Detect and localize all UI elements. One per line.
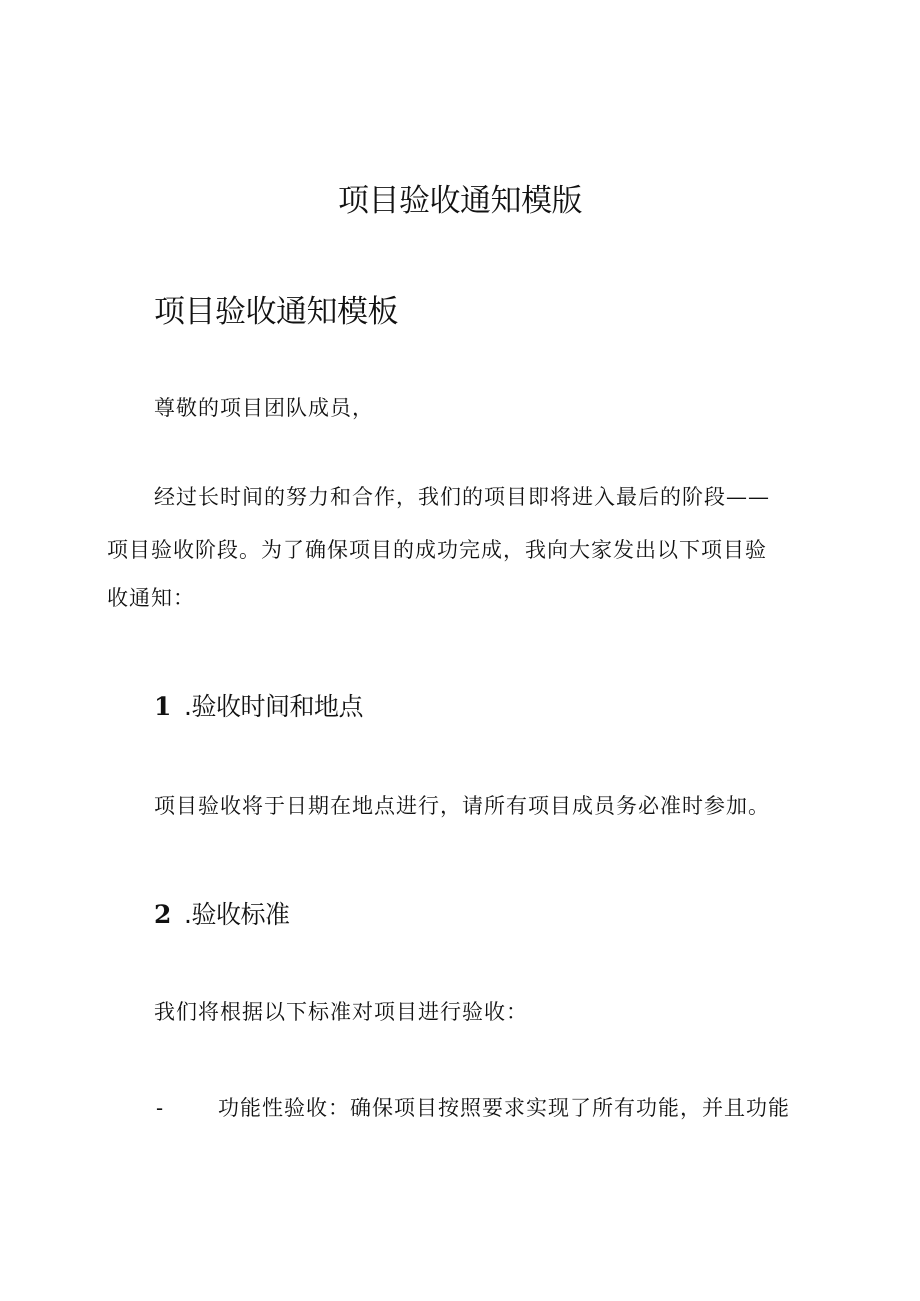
section-title-2: .验收标准 — [184, 900, 290, 929]
intro-line-1: 经过长时间的努力和合作，我们的项目即将进入最后的阶段—— — [154, 485, 770, 509]
section-number-2: 2 — [154, 900, 172, 929]
section-heading-2 — [154, 897, 289, 933]
document-subtitle: 项目验收通知模板 — [154, 294, 398, 330]
section-number-1: 1 — [154, 692, 172, 721]
intro-line-3: 收通知： — [107, 586, 195, 610]
bullet-text: 功能性验收：确保项目按照要求实现了所有功能，并且功能 — [218, 1096, 790, 1120]
section-body-1: 项目验收将于日期在地点进行，请所有项目成员务必准时参加。 — [154, 794, 770, 818]
document-title: 项目验收通知模版 — [338, 183, 582, 219]
greeting: 尊敬的项目团队成员， — [154, 396, 374, 420]
section-heading-1 — [154, 689, 363, 725]
bullet-marker: - — [156, 1096, 164, 1120]
list-item — [156, 1093, 790, 1123]
section-body-2: 我们将根据以下标准对项目进行验收： — [154, 1000, 528, 1024]
section-title-1: .验收时间和地点 — [184, 692, 363, 721]
intro-line-2: 项目验收阶段。为了确保项目的成功完成，我向大家发出以下项目验 — [107, 538, 767, 562]
